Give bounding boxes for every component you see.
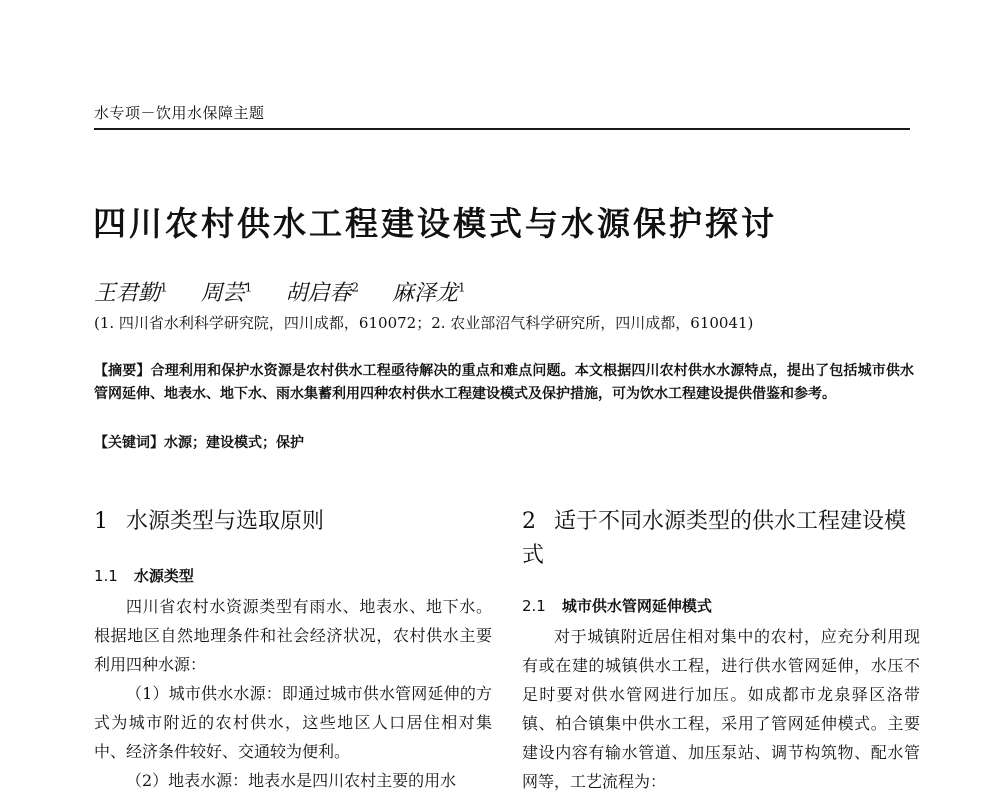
keywords-text: 水源；建设模式；保护 <box>164 435 304 451</box>
subsection-2-1-heading: 2.1 城市供水管网延伸模式 <box>522 597 712 615</box>
paragraph: 对于城镇附近居住相对集中的农村，应充分利用现有或在建的城镇供水工程，进行供水管网延伸，水压不足时要对供水管网进行加压。如成都市龙泉驿区洛带镇、柏合镇集中供水工程，采用了管网延伸模式。主要建设内容有输水管道、加压泵站、调节构筑物、配水管网等，工艺流程为： <box>522 627 920 791</box>
author-4: 麻泽龙$^1$ <box>391 280 466 306</box>
paragraph: （2）地表水源：地表水是四川农村主要的用水 <box>126 771 457 790</box>
author-3: 胡启春$^2$ <box>285 280 359 306</box>
keywords-label: 【关键词】 <box>94 435 164 451</box>
paragraph: 四川省农村水资源类型有雨水、地表水、地下水。根据地区自然地理条件和社会经济状况，农村供水主要利用四种水源： <box>94 597 492 674</box>
abstract-label: 【摘要】 <box>94 363 151 379</box>
author-list <box>94 276 492 307</box>
subsection-1-1-heading: 1.1 水源类型 <box>94 567 194 585</box>
running-head: 水专项－饮用水保障主题 <box>94 104 265 122</box>
keywords <box>94 432 304 452</box>
author-2: 周芸$^1$ <box>200 280 253 306</box>
article-title: 四川农村供水工程建设模式与水源保护探讨 <box>93 204 777 243</box>
right-column <box>522 505 920 796</box>
section-2-heading: 2 适于不同水源类型的供水工程建设模式 <box>522 509 907 568</box>
abstract-text: 合理利用和保护水资源是农村供水工程亟待解决的重点和难点问题。本文根据四川农村供水水源特点，提出了包括城市供水管网延伸、地表水、地下水、雨水集蓄利用四种农村供水工程建设模式及保护措施，可为饮水工程建设提供借鉴和参考。 <box>94 363 914 402</box>
paragraph: （1）城市供水水源：即通过城市供水管网延伸的方式为城市附近的农村供水，这些地区人口居住相对集中、经济条件较好、交通较为便利。 <box>94 684 492 761</box>
author-1: 王君勤$^1$ <box>94 280 168 306</box>
section-1-heading: 1 水源类型与选取原则 <box>94 509 325 534</box>
header-rule <box>94 128 910 130</box>
affiliations: (1. 四川省水利科学研究院，四川成都，610072；2. 农业部沼气科学研究所，四川成都，610041) <box>94 314 754 332</box>
left-column <box>94 505 492 795</box>
abstract <box>94 360 914 406</box>
